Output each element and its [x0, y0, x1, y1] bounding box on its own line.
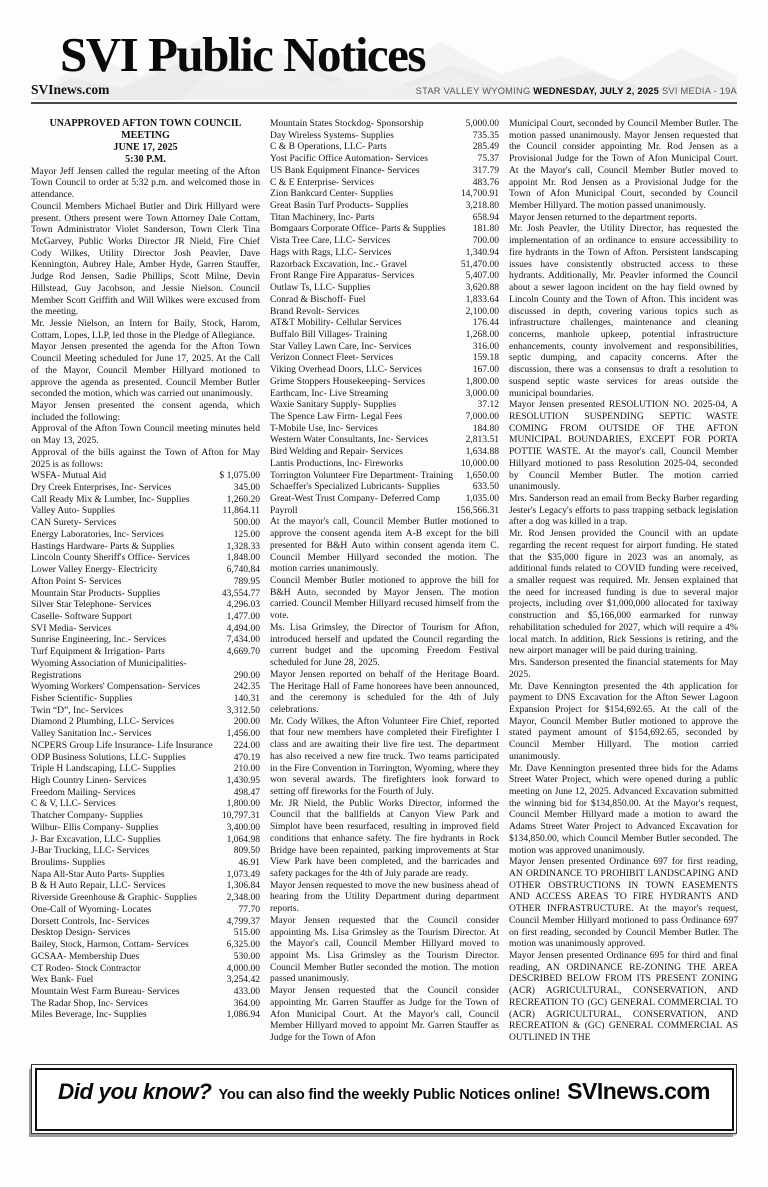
bill-row [270, 352, 499, 364]
notice-paragraph: Mayor Jensen presented Ordinance 697 for first reading, AN ORDINANCE TO PROHIBIT LANDSCAPING AND OTHER OBSTRUCTIONS IN TOWN EASEMENTS AND ACCESS AREAS TO FIRE HYDRANTS AND OTHER INFRASTRUCTURE. At the mayor's request, Council Member Hillyard motioned to pass Ordinance 697 on first reading, seconded by Council Member Butler. The motion was unanimously approved. [509, 856, 738, 950]
bill-row [31, 693, 260, 705]
bill-amount: 75.37 [477, 153, 499, 165]
bill-name: Bomgaars Corporate Office- Parts & Supplies [270, 223, 446, 235]
notice-paragraph: Mr. Dave Kennington presented three bids for the Adams Street Water Project, which were opened during a public meeting on June 12, 2025. Advanced Excavation submitted the winning bid for $134,850.00. At the Mayor's request, Council Member Hillyard made a motion to award the Adams Street Water Project to Advanced Excavation for $134,850.00, which Council Member Butler seconded. The motion was approved unanimously. [509, 762, 738, 856]
bill-amount: 37.12 [477, 399, 499, 411]
bill-amount: 1,306.84 [226, 880, 260, 892]
bill-row [31, 974, 260, 986]
notice-paragraph: Mr. Dave Kennington presented the 4th application for payment to DNS Excavation for the Afton Sewer Lagoon Expansion Project for $154,692.65. At the call of the Mayor, Council Member Butler motioned to approve the stated payment amount of $154,692.65, seconded by Council Member Hillyard. The motion carried unanimously. [509, 680, 738, 762]
bill-amount: 3,620.88 [465, 282, 499, 294]
notice-paragraph: Mr. Rod Jensen provided the Council with an update regarding the recent request for airport funding. He stated that the $35,000 figure in 2023 was an anomaly, as additional funds related to COVID funding were received, a smaller request was required. Mr. Jensen explained that the need for increased funding is due to several major projects, including over $1,000,000 allocated for taxiway construction and $5,166,000 earmarked for runway rehabilitation scheduled for 2027, which will require a 4% local match. In addition, Rick Sessions is retiring, and the new airport manager will be paid during training. [509, 528, 738, 657]
bill-row [31, 951, 260, 963]
bill-row [31, 798, 260, 810]
bill-row [31, 740, 260, 752]
bill-row [31, 541, 260, 553]
notice-title-line: UNAPPROVED AFTON TOWN COUNCIL MEETING [49, 118, 242, 141]
did-you-know-line [58, 1078, 710, 1105]
bill-amount: 4,669.70 [226, 646, 260, 658]
bill-amount: 1,800.00 [465, 375, 499, 387]
notice-paragraphs-col1 [31, 166, 260, 471]
bill-name: Western Water Consultants, Inc- Services [270, 434, 429, 446]
did-you-know-label: Did you know? [58, 1078, 212, 1104]
bill-name: High Country Linen- Services [31, 775, 147, 786]
bill-row [31, 822, 260, 834]
bill-amount: 156,566.31 [456, 504, 499, 516]
bill-row [31, 494, 260, 506]
bill-amount: 700.00 [472, 235, 499, 247]
bill-row [31, 892, 260, 904]
notice-paragraph: Mr. Jessie Nielson, an Intern for Baily, Stock, Harom, Cottam, Lopes, LLP, led those in the Pledge of Allegiance. [31, 317, 260, 341]
page-header [0, 0, 768, 106]
bill-amount: 470.19 [233, 751, 260, 763]
bill-name: Brand Revolt- Services [270, 305, 360, 317]
bill-name: SVI Media- Services [31, 622, 112, 634]
notice-paragraphs-col3 [509, 118, 738, 1044]
bill-amount: 200.00 [233, 716, 260, 728]
bill-amount: 4,000.00 [226, 962, 260, 974]
bill-row [31, 470, 260, 482]
bill-name: Lower Valley Energy- Electricity [31, 564, 158, 576]
notice-title [31, 118, 260, 166]
bill-row [31, 505, 260, 517]
bill-amount: 483.76 [472, 176, 499, 188]
bill-row [270, 505, 499, 517]
bill-row [270, 165, 499, 177]
bill-name: Waxie Sanitary Supply- Supplies [270, 399, 397, 411]
bill-row [270, 329, 499, 341]
bill-row [31, 705, 260, 717]
bill-name: Twin “D”, Inc- Services [31, 704, 124, 716]
bill-row [270, 376, 499, 388]
bill-name: One-Call of Wyoming- Locates [31, 903, 152, 915]
bill-amount: 1,073.49 [226, 868, 260, 880]
bill-amount: 10,000.00 [460, 457, 499, 469]
notice-paragraph: Mayor Jensen requested that the Council consider appointing Mr. Garren Stauffer as Judge for the Town of Afon Municipal Court. At the Mayor's call, Council Member Hillyard moved to appoint Mr. Garren Stauffer as Judge for the Town of Afon [270, 985, 499, 1044]
bill-name: C & E Enterprise- Services [270, 176, 374, 188]
notice-column-1 [31, 118, 260, 1021]
bill-amount: 5,000.00 [465, 118, 499, 129]
bill-amount: 530.00 [233, 950, 260, 962]
bill-row [31, 728, 260, 740]
bill-row [31, 927, 260, 939]
bill-row [270, 141, 499, 153]
bill-name: Turf Equipment & Irrigation- Parts [31, 646, 165, 658]
bill-row [270, 294, 499, 306]
bill-amount: 1,340.94 [465, 246, 499, 258]
bill-amount: 46.91 [238, 857, 260, 869]
bill-row [270, 411, 499, 423]
bill-amount: 2,348.00 [226, 892, 260, 904]
bill-amount: 1,035.00 [465, 493, 499, 504]
bill-name: Yost Pacific Office Automation- Services [270, 153, 428, 165]
bill-name: The Radar Shop, Inc- Services [31, 997, 148, 1009]
bill-name: Thatcher Company- Supplies [31, 810, 143, 822]
bill-row [270, 317, 499, 329]
bill-name: J-Bar Trucking, LLC- Services [31, 845, 150, 857]
bill-name: Grime Stoppers Housekeeping- Services [270, 375, 426, 387]
bill-name: Earthcam, Inc- Live Streaming [270, 387, 389, 399]
bill-amount: 658.94 [472, 211, 499, 223]
bill-name: Razorback Excavation, Inc.- Gravel [270, 258, 408, 270]
bill-row [270, 306, 499, 318]
notice-paragraph: Mr. Josh Peavler, the Utility Director, has requested the implementation of an ordinance to ensure accessibility to fire hydrants in the Town of Afton. Persistent landscaping issues have consistently obstructed access to these hydrants. Additionally, Mr. Peavler informed the Council about a sewer lagoon incident on the hay field owned by Lincoln County and the Town of Afton. This incident was discussed in depth, covering various topics such as infrastructure challenges, maintenance and cleaning concerns, manhole upkeep, potential infrastructure enhancements, county involvement and responsibilities, septic dumping, and capacity concerns. After the discussion, there was a consensus to draft a resolution to suspend septic waste services for areas outside the municipal boundaries. [509, 223, 738, 399]
bill-row [31, 529, 260, 541]
bill-row [270, 130, 499, 142]
bill-name: Mountain Star Products- Supplies [31, 587, 161, 599]
notice-body [31, 118, 737, 1044]
bill-row [31, 939, 260, 951]
bill-row [31, 623, 260, 635]
bill-amount: 3,254.42 [226, 974, 260, 986]
bill-name: J- Bar Excavation, LLC- Supplies [31, 833, 161, 845]
bill-amount: 5,407.00 [465, 270, 499, 282]
notice-paragraph: Mayor Jensen presented Ordinance 695 for third and final reading, AN ORDINANCE RE-ZONING THE AREA DESCRIBED BELOW FROM ITS PRESENT ZONING (ACR) AGRICULTURAL, CONSERVATION, AND RECREATION TO (GC) GENERAL COMMERCIAL TO (ACR) AGRICULTURAL, CONSERVATION, AND RECREATION & (GC) GENERAL COMMERCIAL AS OUTLINED IN THE [509, 950, 738, 1044]
bill-name: Outlaw Ts, LLC- Supplies [270, 282, 371, 294]
notice-column-3 [509, 118, 738, 1044]
bill-name: Energy Laboratories, Inc- Services [31, 528, 164, 540]
dateline-page-number: SVI MEDIA - 19A [659, 86, 737, 96]
bill-name: Payroll [270, 504, 298, 516]
promo-site-url: SVInews.com [567, 1077, 710, 1104]
bill-name: C & B Operations, LLC- Parts [270, 141, 387, 153]
bill-row [270, 493, 499, 505]
bill-row [31, 564, 260, 576]
bill-amount: 77.70 [238, 903, 260, 915]
bill-amount: 1,848.00 [226, 552, 260, 564]
bill-name: Dorsett Controls, Inc- Services [31, 915, 150, 927]
notice-column-2 [270, 118, 499, 1044]
bill-name: Zion Bankcard Center- Supplies [270, 188, 394, 200]
bill-amount: 1,634.88 [465, 446, 499, 458]
bill-row [31, 916, 260, 928]
bill-name: Dry Creek Enterprises, Inc- Services [31, 482, 172, 494]
bill-name: Great-West Trust Company- Deferred Comp [270, 493, 440, 504]
bill-row [270, 200, 499, 212]
bill-name: Titan Machinery, Inc- Parts [270, 211, 375, 223]
notice-paragraph: Mayor Jensen presented the consent agenda, which included the following: [31, 400, 260, 423]
bill-row [270, 212, 499, 224]
bill-name: Sunrise Engineering, Inc.- Services [31, 634, 166, 646]
bill-amount: 4,494.00 [226, 622, 260, 634]
bill-row [31, 681, 260, 693]
bill-name: B & H Auto Repair, LLC- Services [31, 880, 166, 892]
bill-name: Wex Bank- Fuel [31, 974, 94, 986]
bill-row [31, 869, 260, 881]
bill-row [270, 188, 499, 200]
bill-name: Valley Sanitation Inc.- Services [31, 728, 152, 740]
bill-amount: 11,864.11 [222, 505, 260, 517]
bill-amount: 159.18 [472, 352, 499, 364]
bill-amount: 789.95 [233, 575, 260, 587]
bill-amount: 1,268.00 [465, 328, 499, 340]
bill-amount: 210.00 [233, 763, 260, 775]
notice-paragraph: Mayor Jensen presented the agenda for the Afton Town Council Meeting scheduled for June 17, 2025. At the Call of the Mayor, Council Member Hillyard motioned to approve the agenda as presented. Council Member Butler seconded the motion, which was carried out unanimously. [31, 341, 260, 400]
bill-name: Call Ready Mix & Lumber, Inc- Supplies [31, 493, 190, 505]
bill-amount: 1,328.33 [226, 540, 260, 552]
bill-name: C & V, LLC- Services [31, 798, 116, 810]
bill-amount: 1,650.00 [465, 469, 499, 481]
bill-row [270, 341, 499, 353]
bill-row [270, 481, 499, 493]
bill-row [270, 446, 499, 458]
notice-paragraph: Council Members Michael Butler and Dirk Hillyard were present. Others present were Town Attorney Dale Cottam, Town Administrator Violet Sanderson, Town Clerk Tina McGarvey, Public Works Director JR Nield, Fire Chief Cody Wilkes, Utility Director Josh Peavler, Dave Kennington, Aubrey Hale, Amber Hyde, Garren Stauffer, Judge Rod Jensen, Sadie Phillips, Scott Milne, Devin Hillstead, Guy Jacobson, and Jessie Nielson. Council Member Scott Griffith and Will Wilkes were excused from the meeting. [31, 200, 260, 318]
bill-row [270, 153, 499, 165]
bill-row [31, 880, 260, 892]
bill-row [31, 763, 260, 775]
bill-name: Lincoln County Sheriff's Office- Services [31, 552, 190, 564]
bill-name: Triple H Landscaping, LLC- Supplies [31, 763, 176, 775]
bill-name: Hags with Rags, LLC- Services [270, 246, 392, 258]
bills-list-col1 [31, 470, 260, 1021]
bill-name: Vista Tree Care, LLC- Services [270, 235, 391, 247]
bill-name: US Bank Equipment Finance- Services [270, 164, 420, 176]
bill-amount: 515.00 [233, 927, 260, 939]
bill-row [31, 716, 260, 728]
bill-name: Lantis Productions, Inc- Fireworks [270, 457, 404, 469]
bill-name: AT&T Mobility- Cellular Services [270, 317, 402, 329]
notice-paragraph: Municipal Court, seconded by Council Member Butler. The motion passed unanimously. Mayor Jensen requested that the Council consider appointing Mr. Rod Jensen as a Provisional Judge for the Town of Afon Municipal Court. At the Mayor's call, Council Member Butler moved to appoint Mr. Rod Jensen as a Provisional Judge for the Town of Afon Municipal Court, seconded by Council Member Hillyard. The motion passed unanimously. [509, 118, 738, 212]
bill-amount: 1,477.00 [226, 610, 260, 622]
bill-name: Desktop Design- Services [31, 927, 131, 939]
bill-row [31, 552, 260, 564]
bills-list-col2 [270, 118, 499, 516]
notice-paragraph: Ms. Lisa Grimsley, the Director of Tourism for Afton, introduced herself and updated the Council regarding the current budget and the upcoming Freedom Festival scheduled for June 28, 2025. [270, 621, 499, 669]
bill-row [31, 599, 260, 611]
notice-paragraph: Mr. Cody Wilkes, the Afton Volunteer Fire Chief, reported that four new members have completed their Firefighter I class and are awaiting their live fire test. The department has also received a new fire truck. Two teams participated in the Fire Convention in Torrington, Wyoming, where they won several awards. The firefighters look forward to setting off fireworks for the Fourth of July. [270, 715, 499, 797]
bill-amount: 1,833.64 [465, 293, 499, 305]
notice-paragraph: Mrs. Sanderson read an email from Becky Barber regarding Jester's Legacy's efforts to pass trapping setback legislation after a dog was killed in a trap. [509, 493, 738, 528]
dateline [416, 86, 737, 96]
bill-name: Caselle- Software Support [31, 610, 132, 622]
bill-row [31, 857, 260, 869]
bill-amount: 3,000.00 [465, 387, 499, 399]
notice-paragraph: Mayor Jensen reported on behalf of the Heritage Board. The Heritage Hall of Fame honorees have been announced, and the ceremony is scheduled for the 4th of July celebrations. [270, 668, 499, 715]
notice-paragraph: Mayor Jensen requested to move the new business ahead of hearing from the Utility Department during department reports. [270, 879, 499, 915]
bill-amount: 167.00 [472, 364, 499, 376]
bill-name: Hastings Hardware- Parts & Supplies [31, 540, 175, 552]
bill-amount: 345.00 [233, 482, 260, 494]
bill-amount: 6,740.84 [226, 564, 260, 576]
bill-name: Wyoming Association of Municipalities- Registrations [31, 657, 187, 681]
bill-amount: 317.79 [472, 164, 499, 176]
bill-name: Napa All-Star Auto Parts- Supplies [31, 868, 165, 880]
bill-amount: 140.31 [233, 692, 260, 704]
header-divider [31, 102, 737, 104]
bill-row [31, 634, 260, 646]
bill-amount: 51,470.00 [460, 258, 499, 270]
bill-amount: 43,554.77 [221, 587, 260, 599]
bill-row [31, 482, 260, 494]
bill-name: Mountain West Farm Bureau- Services [31, 985, 180, 997]
bill-name: Buffalo Bill Villages- Training [270, 328, 388, 340]
notice-paragraph: Mayor Jensen returned to the department reports. [509, 211, 697, 223]
notice-paragraph: Mayor Jensen presented RESOLUTION NO. 2025-04, A RESOLUTION SUSPENDING SEPTIC WASTE COMING FROM OUTSIDE OF THE AFTON MUNICIPAL BOUNDARIES, EXCEPT FOR PORTA POTTIE WASTE. At the mayor's call, Council Member Hillyard motioned to pass Resolution 2025-04, seconded by Council Member Butler. The motion carried unanimously. [509, 399, 738, 493]
notice-title-line: JUNE 17, 2025 [113, 141, 178, 153]
did-you-know-box [31, 1064, 737, 1134]
bill-amount: 224.00 [233, 739, 260, 751]
bill-amount: 3,312.50 [226, 704, 260, 716]
bill-name: Bird Welding and Repair- Services [270, 446, 404, 458]
bill-name: Afton Point S- Services [31, 575, 122, 587]
bill-amount: 1,260.20 [226, 493, 260, 505]
bill-name: WSFA- Mutual Aid [31, 470, 107, 482]
notice-paragraph: Mrs. Sanderson presented the financial statements for May 2025. [509, 657, 738, 680]
bill-amount: 176.44 [472, 317, 499, 329]
bill-row [270, 270, 499, 282]
bill-name: Valley Auto- Supplies [31, 505, 115, 517]
bill-amount: 809.50 [233, 845, 260, 857]
bill-name: Verizon Connect Fleet- Services [270, 352, 394, 364]
bill-amount: 7,000.00 [465, 410, 499, 422]
bill-name: Schaeffer's Specialized Lubricants- Supplies [270, 481, 440, 493]
bill-amount: 7,434.00 [226, 634, 260, 646]
bill-amount: 2,813.51 [465, 434, 499, 446]
bill-amount: 633.50 [472, 481, 499, 493]
bill-row [270, 434, 499, 446]
bill-name: Riverside Greenhouse & Graphic- Supplies [31, 892, 197, 904]
bill-row [31, 986, 260, 998]
bill-row [31, 904, 260, 916]
bill-amount: 181.80 [472, 223, 499, 235]
promo-text: You can also find the weekly Public Notices online! [218, 1086, 561, 1103]
notice-paragraph: Council Member Butler motioned to approve the bill for B&H Auto, seconded by Mayor Jensen. The motion carried. Council Member Hillyard recused himself from the vote. [270, 575, 499, 622]
bill-row [31, 576, 260, 588]
bill-row [31, 845, 260, 857]
bill-name: Wyoming Workers' Compensation- Services [31, 681, 201, 693]
masthead-site-url: SVInews.com [31, 82, 110, 97]
bill-amount: $ 1,075.00 [219, 470, 260, 482]
bill-amount: 10,797.31 [221, 810, 260, 822]
bill-row [31, 588, 260, 600]
bill-name: Torrington Volunteer Fire Department- Training [270, 469, 453, 481]
bill-row [270, 423, 499, 435]
bill-amount: 242.35 [233, 681, 260, 693]
notice-paragraph: Mayor Jensen requested that the Council consider appointing Ms. Lisa Grimsley as the Tourism Director. At the Mayor's call, Council Member Hillyard moved to appoint Ms. Lisa Grimsley as the Tourism Director. Council Member Butler seconded the motion. The motion passed unanimously. [270, 914, 499, 985]
bill-amount: 3,400.00 [226, 821, 260, 833]
bill-row [31, 658, 260, 681]
bill-amount: 4,799.37 [226, 915, 260, 927]
bill-amount: 1,064.98 [226, 833, 260, 845]
bill-row [270, 282, 499, 294]
bill-name: T-Mobile Use, Inc- Services [270, 422, 378, 434]
bill-row [270, 118, 499, 130]
bill-row [31, 787, 260, 799]
notice-paragraph: At the mayor's call, Council Member Butler motioned to approve the consent agenda item A-B except for the bill presented for B&H Auto within consent agenda item C. Council Member Hillyard seconded the motion. The motion carries unanimously. [270, 516, 499, 575]
notice-paragraphs-col2 [270, 516, 499, 1043]
bill-amount: 125.00 [233, 528, 260, 540]
notice-paragraph: Approval of the Afton Town Council meeting minutes held on May 13, 2025. [31, 423, 260, 447]
bill-name: Miles Beverage, Inc- Supplies [31, 1009, 147, 1021]
bill-amount: 364.00 [233, 997, 260, 1009]
bill-row [270, 177, 499, 189]
bill-amount: 184.80 [472, 422, 499, 434]
bill-row [31, 834, 260, 846]
bill-name: The Spence Law Firm- Legal Fees [270, 410, 403, 422]
bill-row [31, 646, 260, 658]
bill-name: ODP Business Solutions, LLC- Supplies [31, 751, 186, 763]
masthead-title: SVI Public Notices [60, 27, 425, 82]
bill-row [270, 470, 499, 482]
bill-name: NCPERS Group Life Insurance- Life Insurance [31, 739, 213, 751]
notice-title-line: 5:30 P.M. [125, 153, 166, 165]
bill-amount: 1,430.95 [226, 775, 260, 786]
bill-amount: 433.00 [233, 985, 260, 997]
bill-amount: 285.49 [472, 141, 499, 153]
notice-paragraph: Mr. JR Nield, the Public Works Director, informed the Council that the ballfields at Canyon View Park and Simplot have been resurfaced, resulting in improved field conditions that enhance safety. The fire hydrants in Rock Bridge have been repainted, parking improvements at Star View Park have been completed, and the barricades and safety packages for the 4th of July parade are ready. [270, 797, 499, 879]
bill-name: CAN Surety- Services [31, 517, 117, 529]
bill-row [270, 223, 499, 235]
notice-paragraph: Mayor Jeff Jensen called the regular meeting of the Afton Town Council to order at 5:32 p.m. and welcomed those in attendance. [31, 165, 260, 201]
bill-row [270, 247, 499, 259]
bill-row [31, 998, 260, 1010]
bill-amount: 735.35 [472, 129, 499, 141]
bill-name: Broulims- Supplies [31, 857, 105, 869]
bill-name: Silver Star Telephone- Services [31, 599, 152, 611]
bill-name: Diamond 2 Plumbing, LLC- Services [31, 716, 174, 728]
bill-amount: 3,218.80 [465, 200, 499, 212]
bill-name: CT Rodeo- Stock Contractor [31, 962, 141, 974]
bill-row [31, 611, 260, 623]
bill-name: Day Wireless Systems- Supplies [270, 129, 394, 141]
bill-row [270, 235, 499, 247]
bill-row [31, 775, 260, 787]
did-you-know-inner-border [35, 1068, 734, 1131]
bill-row [31, 517, 260, 529]
dateline-location: STAR VALLEY WYOMING [415, 86, 534, 96]
bill-name: Freedom Mailing- Services [31, 786, 136, 798]
bill-name: Fisher Scientific- Supplies [31, 692, 133, 704]
bill-amount: 6,325.00 [226, 939, 260, 951]
bill-amount: 316.00 [472, 340, 499, 352]
bill-name: Front Range Fire Apparatus- Services [270, 270, 415, 282]
bill-amount: 2,100.00 [465, 305, 499, 317]
notice-paragraph: Approval of the bills against the Town of Afton for May 2025 is as follows: [31, 446, 260, 470]
bill-row [270, 259, 499, 271]
bill-row [270, 458, 499, 470]
bill-row [31, 810, 260, 822]
bill-row [270, 399, 499, 411]
bill-amount: 14,700.91 [460, 188, 499, 200]
bill-name: Star Valley Lawn Care, Inc- Services [270, 340, 412, 352]
bill-name: Great Basin Turf Products- Supplies [270, 200, 409, 212]
bill-row [31, 752, 260, 764]
bill-name: GCSAA- Membership Dues [31, 950, 140, 962]
bill-amount: 1,086.94 [226, 1009, 260, 1021]
bill-amount: 4,296.03 [226, 599, 260, 611]
bill-name: Mountain States Stockdog- Sponsorship [270, 118, 424, 129]
bill-name: Bailey, Stock, Harmon, Cottam- Services [31, 939, 189, 951]
bill-amount: 1,800.00 [226, 798, 260, 810]
bill-name: Conrad & Bischoff- Fuel [270, 293, 366, 305]
bill-amount: 500.00 [233, 517, 260, 529]
bill-row [270, 388, 499, 400]
bill-row [31, 963, 260, 975]
bill-name: Wilbur- Ellis Company- Supplies [31, 821, 159, 833]
bill-amount: 498.47 [233, 786, 260, 798]
bill-amount: 290.00 [233, 669, 260, 681]
bill-name: Viking Overhead Doors, LLC- Services [270, 364, 422, 376]
dateline-date: WEDNESDAY, JULY 2, 2025 [533, 86, 660, 96]
bill-row [270, 364, 499, 376]
bill-amount: 1,456.00 [226, 728, 260, 740]
bill-row [31, 1009, 260, 1021]
